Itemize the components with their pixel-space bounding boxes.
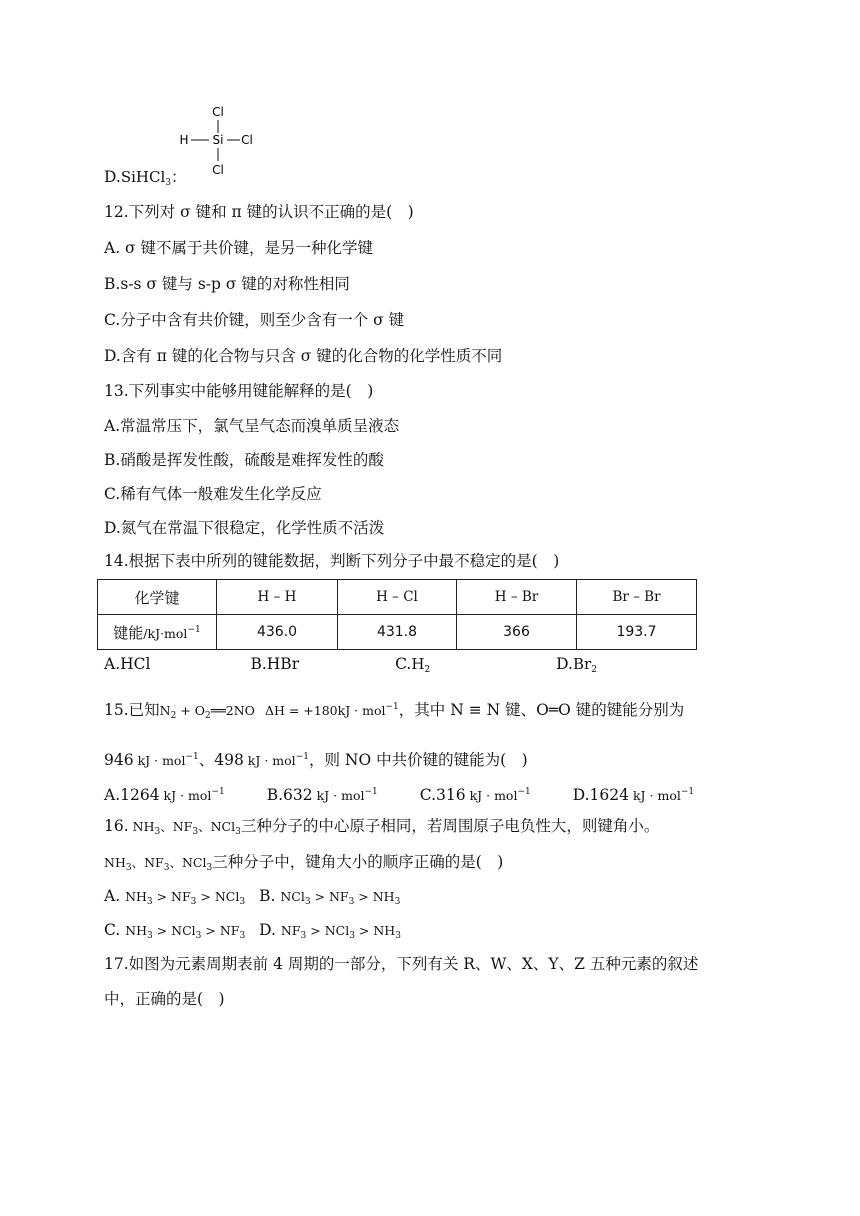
- q15-options: [104, 785, 694, 806]
- structure-center-atom: Si: [212, 133, 224, 147]
- q15-option-b: B.632 kJ · mol$^{-1}$: [266, 786, 378, 804]
- table-cell: 431.8: [338, 615, 457, 650]
- q15-option-a: A.1264 kJ · mol$^{-1}$: [104, 786, 225, 804]
- table-cell: 193.7: [577, 615, 697, 650]
- table-cell: 436.0: [217, 615, 338, 650]
- q13-option-d: D.氮气在常温下很稳定，化学性质不活泼: [104, 519, 385, 537]
- q16-option-c: C. $NH_3 > NCl_3 > NF_3$: [104, 921, 246, 941]
- q14-option-a: A.HCl: [104, 655, 151, 673]
- q12-option-b: B.s-s σ 键与 s-p σ 键的对称性相同: [104, 275, 350, 293]
- q12-option-a: A. σ 键不属于共价键，是另一种化学键: [104, 239, 374, 257]
- q16-option-b: B. $NCl_3 > NF_3 > NH_3$: [259, 887, 401, 907]
- q16-option-a: A. $NH_3 > NF_3 > NCl_3$: [104, 887, 246, 907]
- q16-options-cd: [104, 920, 401, 941]
- q13-stem: 13.下列事实中能够用键能解释的是( ): [104, 382, 374, 400]
- sihcl3-structure-diagram: [176, 100, 266, 180]
- q12-option-c: C.分子中含有共价键，则至少含有一个 σ 键: [104, 311, 405, 329]
- q15-stem-line2: 946 kJ · mol$^{-1}$、498 kJ · mol$^{-1}$，则 NO 中共价键的键能为( ): [104, 751, 528, 769]
- q15-equation: $N_2$ + $O_2══2NO$: [159, 703, 255, 721]
- q13-option-a: A.常温常压下，氯气呈气态而溴单质呈液态: [104, 417, 400, 435]
- q13-option-b: B.硝酸是挥发性酸，硫酸是难挥发性的酸: [104, 451, 384, 469]
- structure-left-atom: H: [179, 133, 189, 147]
- table-row: [98, 615, 697, 650]
- table-header-cell: 化学键: [98, 580, 217, 615]
- q16-stem: 16. $NH_3$、$NF_3$、NCl$_3$三种分子的中心原子相同，若周围原子电负性大，则键角小。: [104, 817, 660, 837]
- q11-option-d: D.SiHCl$_3$：: [104, 168, 187, 188]
- table-header-cell: H – H: [217, 580, 338, 615]
- structure-bottom-atom: Cl: [212, 163, 224, 177]
- q16-option-d: D. $NF_3 > NCl_3 > NH_3$: [259, 921, 401, 941]
- q15-option-c: C.316 kJ · mol$^{-1}$: [419, 786, 531, 804]
- table-header-cell: H – Br: [457, 580, 577, 615]
- q14-option-d: $D.Br_2$: [556, 655, 597, 675]
- structure-top-atom: Cl: [212, 105, 224, 119]
- q16-options-ab: [104, 886, 400, 907]
- bond-energy-table: [97, 579, 697, 650]
- q16-stem-line2: $NH_3$、$NF_3$、NCl$_3$三种分子中，键角大小的顺序正确的是( ): [104, 853, 504, 873]
- q15-stem: 15.已知$N_2$ + $O_2══2NO$ ΔH = +180kJ · mol$^{-1}$，其中 N ≡ N 键、O═O 键的键能分别为: [104, 701, 685, 721]
- q13-option-c: C.稀有气体一般难发生化学反应: [104, 485, 322, 503]
- table-header-cell: H – Cl: [338, 580, 457, 615]
- table-row-label: 键能/kJ·mol$^{-1}$: [98, 615, 217, 650]
- q12-stem: 12.下列对 σ 键和 π 键的认识不正确的是( ): [104, 203, 414, 221]
- table-cell: 366: [457, 615, 577, 650]
- q12-option-d: D.含有 π 键的化合物与只含 σ 键的化合物的化学性质不同: [104, 347, 503, 365]
- structure-right-atom: Cl: [241, 133, 253, 147]
- q14-stem: 14.根据下表中所列的键能数据，判断下列分子中最不稳定的是( ): [104, 552, 560, 570]
- q14-options: [104, 654, 597, 674]
- q17-stem-line2: 中，正确的是( ): [104, 990, 225, 1008]
- table-header-row: [98, 580, 697, 615]
- q15-enthalpy: ΔH = +180kJ · mol$^{-1}$: [264, 702, 399, 718]
- q14-option-b: B.HBr: [250, 655, 300, 673]
- q15-option-d: D.1624 kJ · mol$^{-1}$: [572, 786, 695, 804]
- table-header-cell: Br – Br: [577, 580, 697, 615]
- q17-stem: 17.如图为元素周期表前 4 周期的一部分，下列有关 R、W、X、Y、Z 五种元素的叙述: [104, 955, 699, 973]
- q14-option-c: $C.H_2$: [395, 655, 431, 675]
